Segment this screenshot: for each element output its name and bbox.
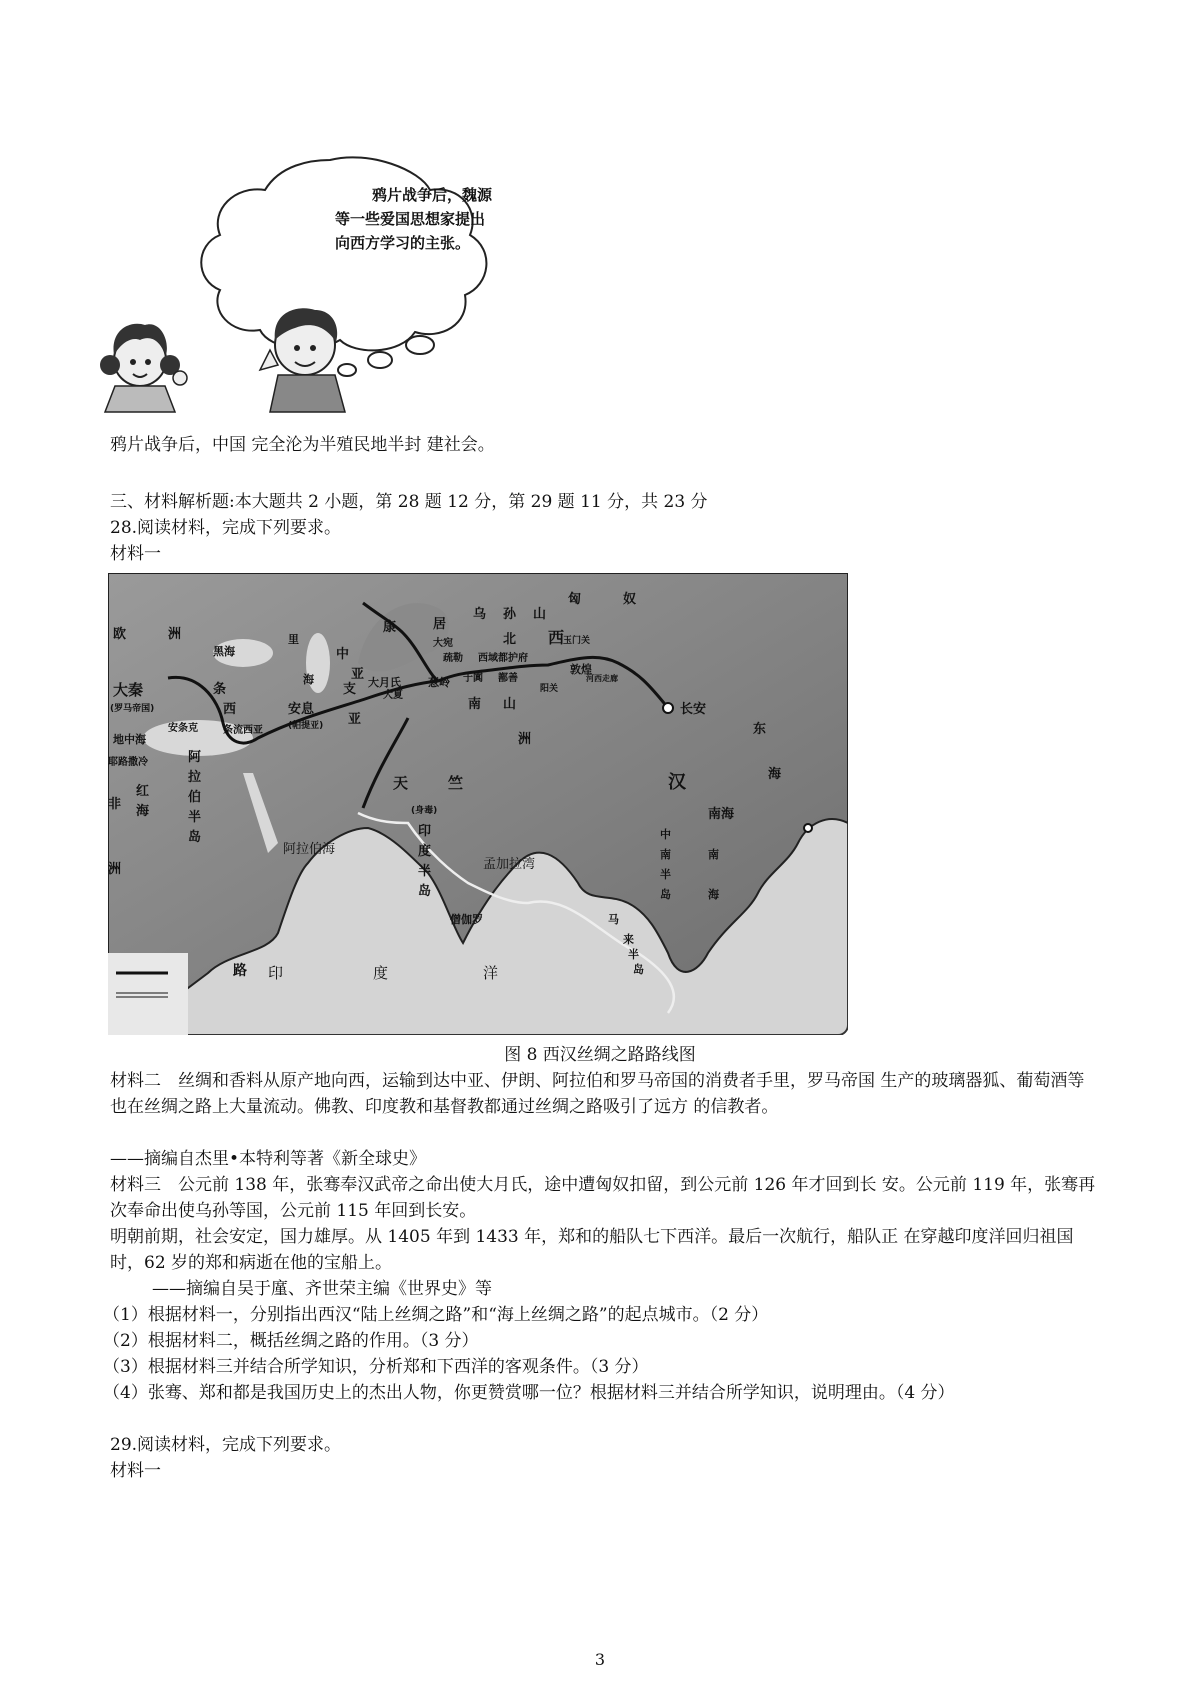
map-label: 度 [373,964,389,982]
map-label: 阳关 [540,684,559,694]
map-label: 大夏 [383,690,403,701]
map-label: 洲 [108,862,122,877]
map-label: 中 [336,647,350,662]
map-label: 地中海 [113,733,146,746]
girl-figure [100,324,187,412]
map-label: 岛 [660,888,671,901]
map-label: (身毒) [411,806,438,816]
q28-question-1: （1）根据材料一，分别指出西汉“陆上丝绸之路”和“海上丝绸之路”的起点城市。（2 分） [103,1305,769,1325]
map-label: 印 [268,964,284,982]
silk-road-map [108,573,848,1035]
map-label: 岛 [418,884,432,899]
q29-material1-label: 材料一 [110,1461,161,1481]
bubble-line-2: 等一些爱国思想家提出 [335,210,486,228]
map-label: 安息 [288,702,315,717]
map-label: 马 [608,913,619,926]
map-label: 南海 [708,807,735,822]
map-label: 孟加拉湾 [483,857,536,872]
map-label: 阿拉伯海 [283,842,336,857]
map-caption: 图 8 西汉丝绸之路路线图 [504,1045,696,1065]
map-label: 岛 [188,830,202,845]
map-label: 来 [623,933,634,946]
map-label: 河西走廊 [586,674,618,683]
map-label: 南 [468,697,482,712]
map-label: 居 [433,617,447,632]
map-label: 安条克 [168,723,198,734]
map-label: 半 [628,948,639,961]
map-label: 黑海 [213,645,235,658]
q28-material3-text: 材料三 公元前 138 年，张骞奉汉武帝之命出使大月氏，途中遭匈奴扣留，到公元前 126 年才回到长 安。公元前 119 年，张骞再次奉命出使乌孙等国，公元前 115 年回到长安。 [110,1175,1096,1221]
map-label: 汉 [668,772,686,793]
map-label: 亚 [351,667,365,682]
map-label: 亚 [348,712,362,727]
map-label: 印 [418,824,432,839]
statement-text: 鸦片战争后，中国 完全沦为半殖民地半封 建社会。 [110,435,495,455]
map-label: 阿 [188,750,202,765]
map-label: 敦煌 [570,663,592,676]
map-label: 乌 [473,607,487,622]
map-label: (罗马帝国) [110,704,155,714]
map-label: 条流西亚 [223,725,263,736]
map-label: 西域都护府 [478,653,528,664]
map-label: 中 [660,828,671,841]
map-label: 匈 [568,592,582,607]
map-label: 洲 [168,627,182,642]
map-label: 半 [660,868,671,881]
map-label: 竺 [448,774,464,792]
map-label: 半 [188,810,202,825]
map-label: 西 [223,702,237,717]
map-label: 非 [108,797,122,812]
changan-marker [663,703,673,713]
map-label: 长安 [680,702,707,717]
map-label: 洋 [483,964,499,982]
map-label: 天 [393,774,409,792]
map-label: 半 [418,864,432,879]
map-label: 支 [343,682,357,697]
map-label: 康 [383,620,397,635]
map-label: 大月氏 [368,676,401,689]
map-label: 里 [288,633,299,646]
q28-material3-source: ——摘编自吴于廑、齐世荣主编《世界史》等 [152,1279,492,1299]
nanhai-marker [804,824,812,832]
q28-material2-text: 材料二 丝绸和香料从原产地向西，运输到达中亚、伊朗、阿拉伯和罗马帝国的消费者手里，罗马帝国 生产的玻璃器狐、葡萄酒等也在丝绸之路上大量流动。佛教、印度教和基督教都通过丝绸之路吸引了远方 的信教者。 [110,1071,1085,1117]
legend-box [108,953,188,1035]
map-label: 大宛 [433,638,453,649]
q28-material2-source: ——摘编自杰里•本特利等著《新全球史》 [110,1149,427,1169]
page-number: 3 [594,1650,606,1669]
map-label: 葱岭 [428,676,450,689]
map-label: 伯 [188,790,202,805]
map-label: 山 [533,607,547,622]
map-label: 耶路撒冷 [108,757,148,768]
q28-intro: 28.阅读材料，完成下列要求。 [110,518,342,538]
map-label: 北 [503,632,517,647]
map-label: 岛 [633,963,644,976]
map-label: (帕提亚) [288,721,324,731]
q28-material1-label: 材料一 [110,544,161,564]
map-label: 海 [303,673,314,686]
map-label: 条 [213,682,227,697]
bubble-line-1: 鸦片战争后，魏源 [372,186,493,204]
map-label: 海 [136,804,150,819]
map-label: 红 [136,784,150,799]
map-label: 南 [708,848,719,861]
q28-question-2: （2）根据材料二，概括丝绸之路的作用。（3 分） [103,1331,479,1351]
q28-question-4: （4）张骞、郑和都是我国历史上的杰出人物，你更赞赏哪一位？根据材料三并结合所学知识，说明理由。（4 分） [103,1383,955,1403]
q28-question-3: （3）根据材料三并结合所学知识，分析郑和下西洋的客观条件。（3 分） [103,1357,649,1377]
map-label: 孙 [503,607,517,622]
map-label: 海 [708,888,719,901]
map-label: 奴 [623,592,637,607]
q28-material3-text2: 明朝前期，社会安定，国力雄厚。从 1405 年到 1433 年，郑和的船队七下西洋。最后一次航行，船队正 在穿越印度洋回归祖国时，62 岁的郑和病逝在他的宝船上。 [110,1227,1074,1273]
map-label: 玉门关 [563,636,591,646]
map-label: 山 [503,697,517,712]
map-label: 度 [418,844,432,859]
map-label: 僧伽罗 [450,913,483,926]
map-label: 东 [753,722,767,737]
map-label: 西 [548,628,565,647]
map-label: 欧 [113,627,127,642]
q29-intro: 29.阅读材料，完成下列要求。 [110,1435,342,1455]
section-header: 三、材料解析题:本大题共 2 小题，第 28 题 12 分，第 29 题 11 分，共 23 分 [110,492,708,512]
map-label: 于阗 [463,673,483,684]
map-label: 鄯善 [498,673,518,684]
map-label: 拉 [188,770,202,785]
bubble-line-3: 向西方学习的主张。 [335,234,471,252]
map-label: 路 [233,963,247,979]
map-label: 海 [768,767,782,782]
map-label: 疏勒 [443,653,463,664]
map-label: 洲 [518,732,532,747]
map-label: 南 [660,848,671,861]
map-label: 大秦 [113,681,144,699]
